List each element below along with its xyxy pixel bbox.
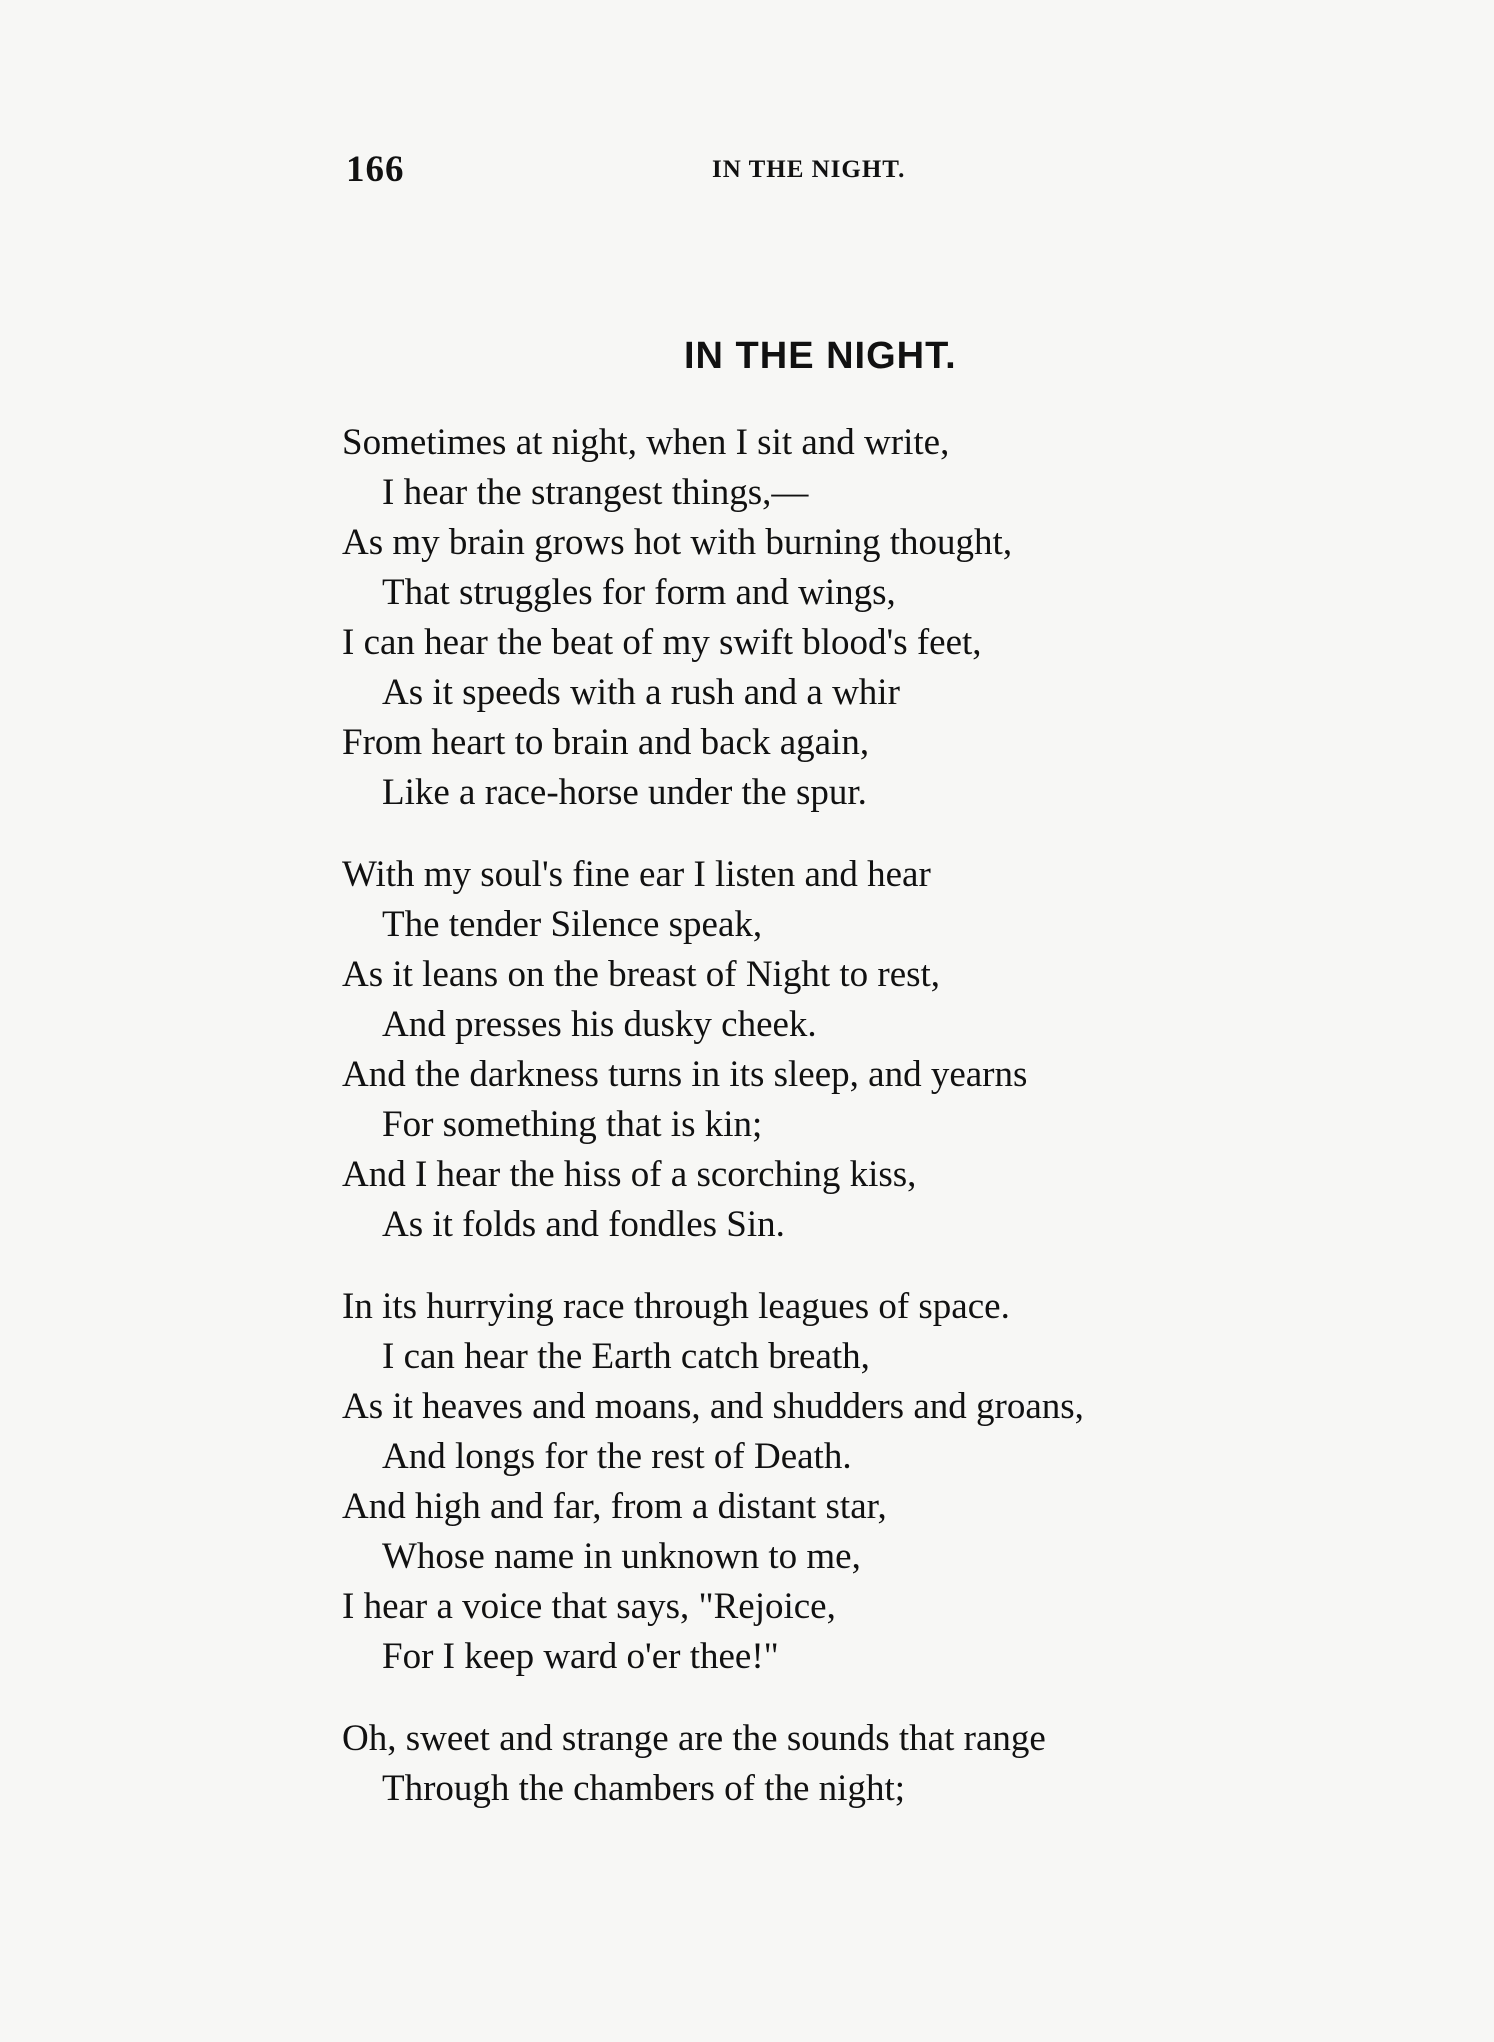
poem-line: For I keep ward o'er thee!" (382, 1636, 779, 1677)
poem-line: As it speeds with a rush and a whir (382, 672, 900, 713)
poem-line: As it heaves and moans, and shudders and groans, (342, 1386, 1084, 1427)
running-title: IN THE NIGHT. (712, 156, 906, 183)
poem-line: I hear a voice that says, "Rejoice, (342, 1586, 836, 1627)
poem-line: Like a race-horse under the spur. (382, 772, 867, 813)
running-header (346, 148, 976, 198)
poem-line: From heart to brain and back again, (342, 722, 870, 763)
stanza-1 (342, 418, 1342, 818)
poem-line: The tender Silence speak, (382, 904, 763, 945)
poem-line: And I hear the hiss of a scorching kiss, (342, 1154, 917, 1195)
page-number: 166 (346, 149, 405, 190)
poem-line: And high and far, from a distant star, (342, 1486, 887, 1527)
poem-line: With my soul's fine ear I listen and hear (342, 854, 931, 895)
poem-line: And longs for the rest of Death. (382, 1436, 852, 1477)
poem-line: For something that is kin; (382, 1104, 763, 1145)
poem-line: Through the chambers of the night; (382, 1768, 906, 1809)
poem-line: I hear the strangest things,— (382, 472, 809, 513)
poem-line: As my brain grows hot with burning thought, (342, 522, 1013, 563)
poem-line: That struggles for form and wings, (382, 572, 896, 613)
stanza-3 (342, 1282, 1342, 1682)
poem-line: Whose name in unknown to me, (382, 1536, 861, 1577)
poem-line: I can hear the Earth catch breath, (382, 1336, 870, 1377)
poem-line: Oh, sweet and strange are the sounds that range (342, 1718, 1046, 1759)
poem-line: Sometimes at night, when I sit and write, (342, 422, 950, 463)
poem-line: I can hear the beat of my swift blood's feet, (342, 622, 982, 663)
poem-line: As it leans on the breast of Night to rest, (342, 954, 941, 995)
poem-line: And presses his dusky cheek. (382, 1004, 817, 1045)
poem-body (342, 418, 1342, 1846)
poem-line: And the darkness turns in its sleep, and yearns (342, 1054, 1028, 1095)
stanza-4 (342, 1714, 1342, 1814)
poem-title: IN THE NIGHT. (684, 335, 957, 377)
poem-line: As it folds and fondles Sin. (382, 1204, 785, 1245)
stanza-2 (342, 850, 1342, 1250)
poem-line: In its hurrying race through leagues of space. (342, 1286, 1010, 1327)
